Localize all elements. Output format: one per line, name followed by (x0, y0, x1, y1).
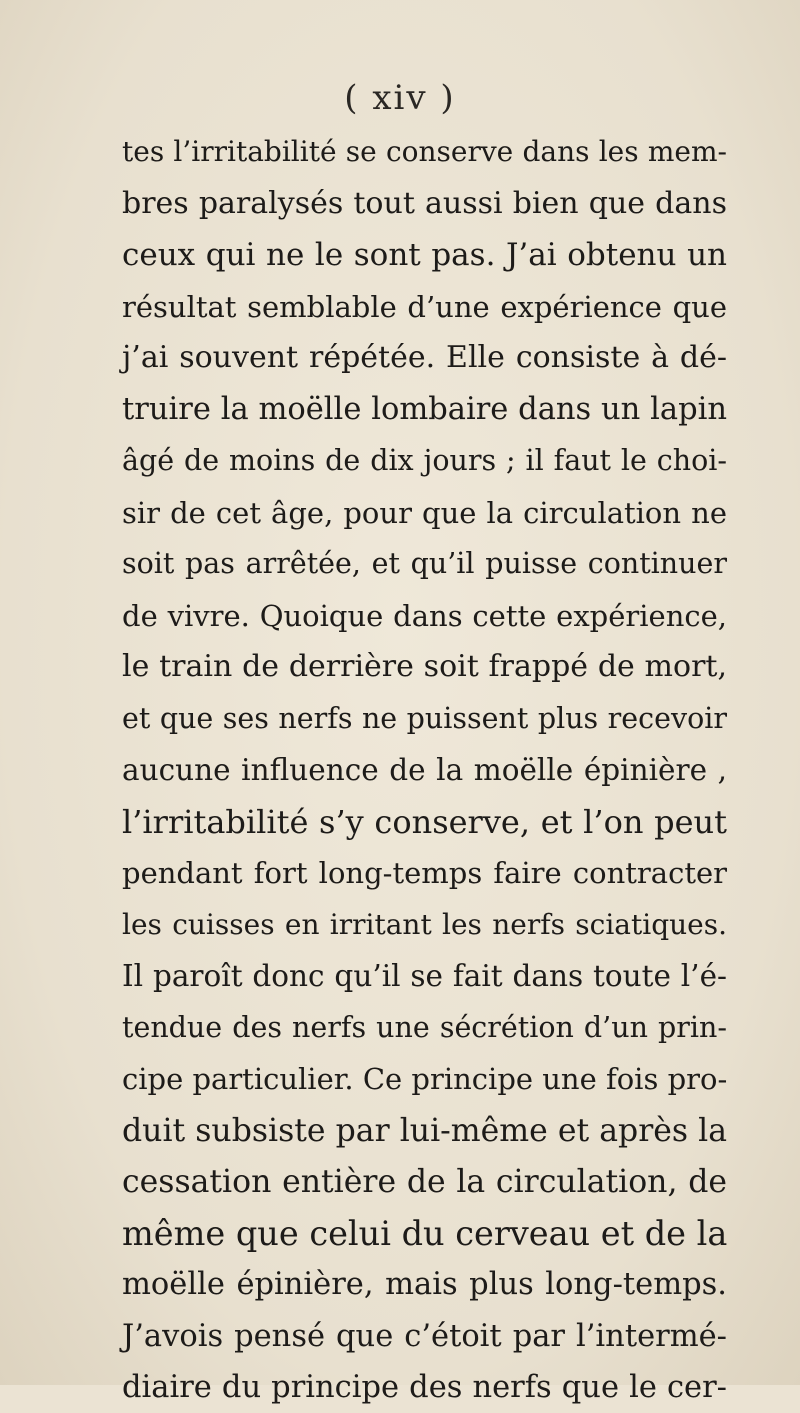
text-line: diaire du principe des nerfs que le cer- (122, 1370, 727, 1405)
text-line: ceux qui ne le sont pas. J’ai obtenu un (122, 237, 727, 273)
text-line: pendant fort long-temps faire contracter (122, 856, 727, 890)
text-line: tendue des nerfs une sécrétion d’un prin- (122, 1010, 727, 1044)
text-line: âgé de moins de dix jours ; il faut le choi- (122, 444, 727, 477)
page-number: ( xiv ) (344, 78, 456, 118)
text-line: aucune influence de la moëlle épinière , (122, 753, 727, 787)
text-line: l’irritabilité s’y conserve, et l’on peut (122, 802, 727, 841)
text-line: moëlle épinière, mais plus long-temps. (122, 1267, 727, 1302)
text-line: truire la moëlle lombaire dans un lapin (122, 391, 727, 427)
text-line: résultat semblable d’une expérience que (122, 289, 727, 324)
text-line: tes l’irritabilité se conserve dans les mem- (122, 135, 727, 168)
text-line: j’ai souvent répétée. Elle consiste à dé- (122, 340, 727, 375)
text-line: le train de derrière soit frappé de mort, (122, 649, 727, 684)
text-line: J’avois pensé que c’étoit par l’intermé- (122, 1318, 727, 1354)
text-line: cessation entière de la circulation, de (122, 1164, 727, 1200)
text-line: et que ses nerfs ne puissent plus recevoir (122, 701, 727, 735)
text-line: sir de cet âge, pour que la circulation ne (122, 495, 727, 530)
text-line: Il paroît donc qu’il se fait dans toute l’é- (122, 959, 727, 993)
text-line: soit pas arrêtée, et qu’il puisse continuer (122, 547, 727, 580)
text-line: les cuisses en irritant les nerfs sciatiques. (122, 907, 727, 941)
text-line: duit subsiste par lui-même et après la (122, 1112, 727, 1149)
text-line: de vivre. Quoique dans cette expérience, (122, 598, 727, 633)
text-line: bres paralysés tout aussi bien que dans (122, 185, 727, 221)
text-line: cipe particulier. Ce principe une fois pro- (122, 1062, 728, 1096)
text-line: même que celui du cerveau et de la (122, 1213, 728, 1253)
